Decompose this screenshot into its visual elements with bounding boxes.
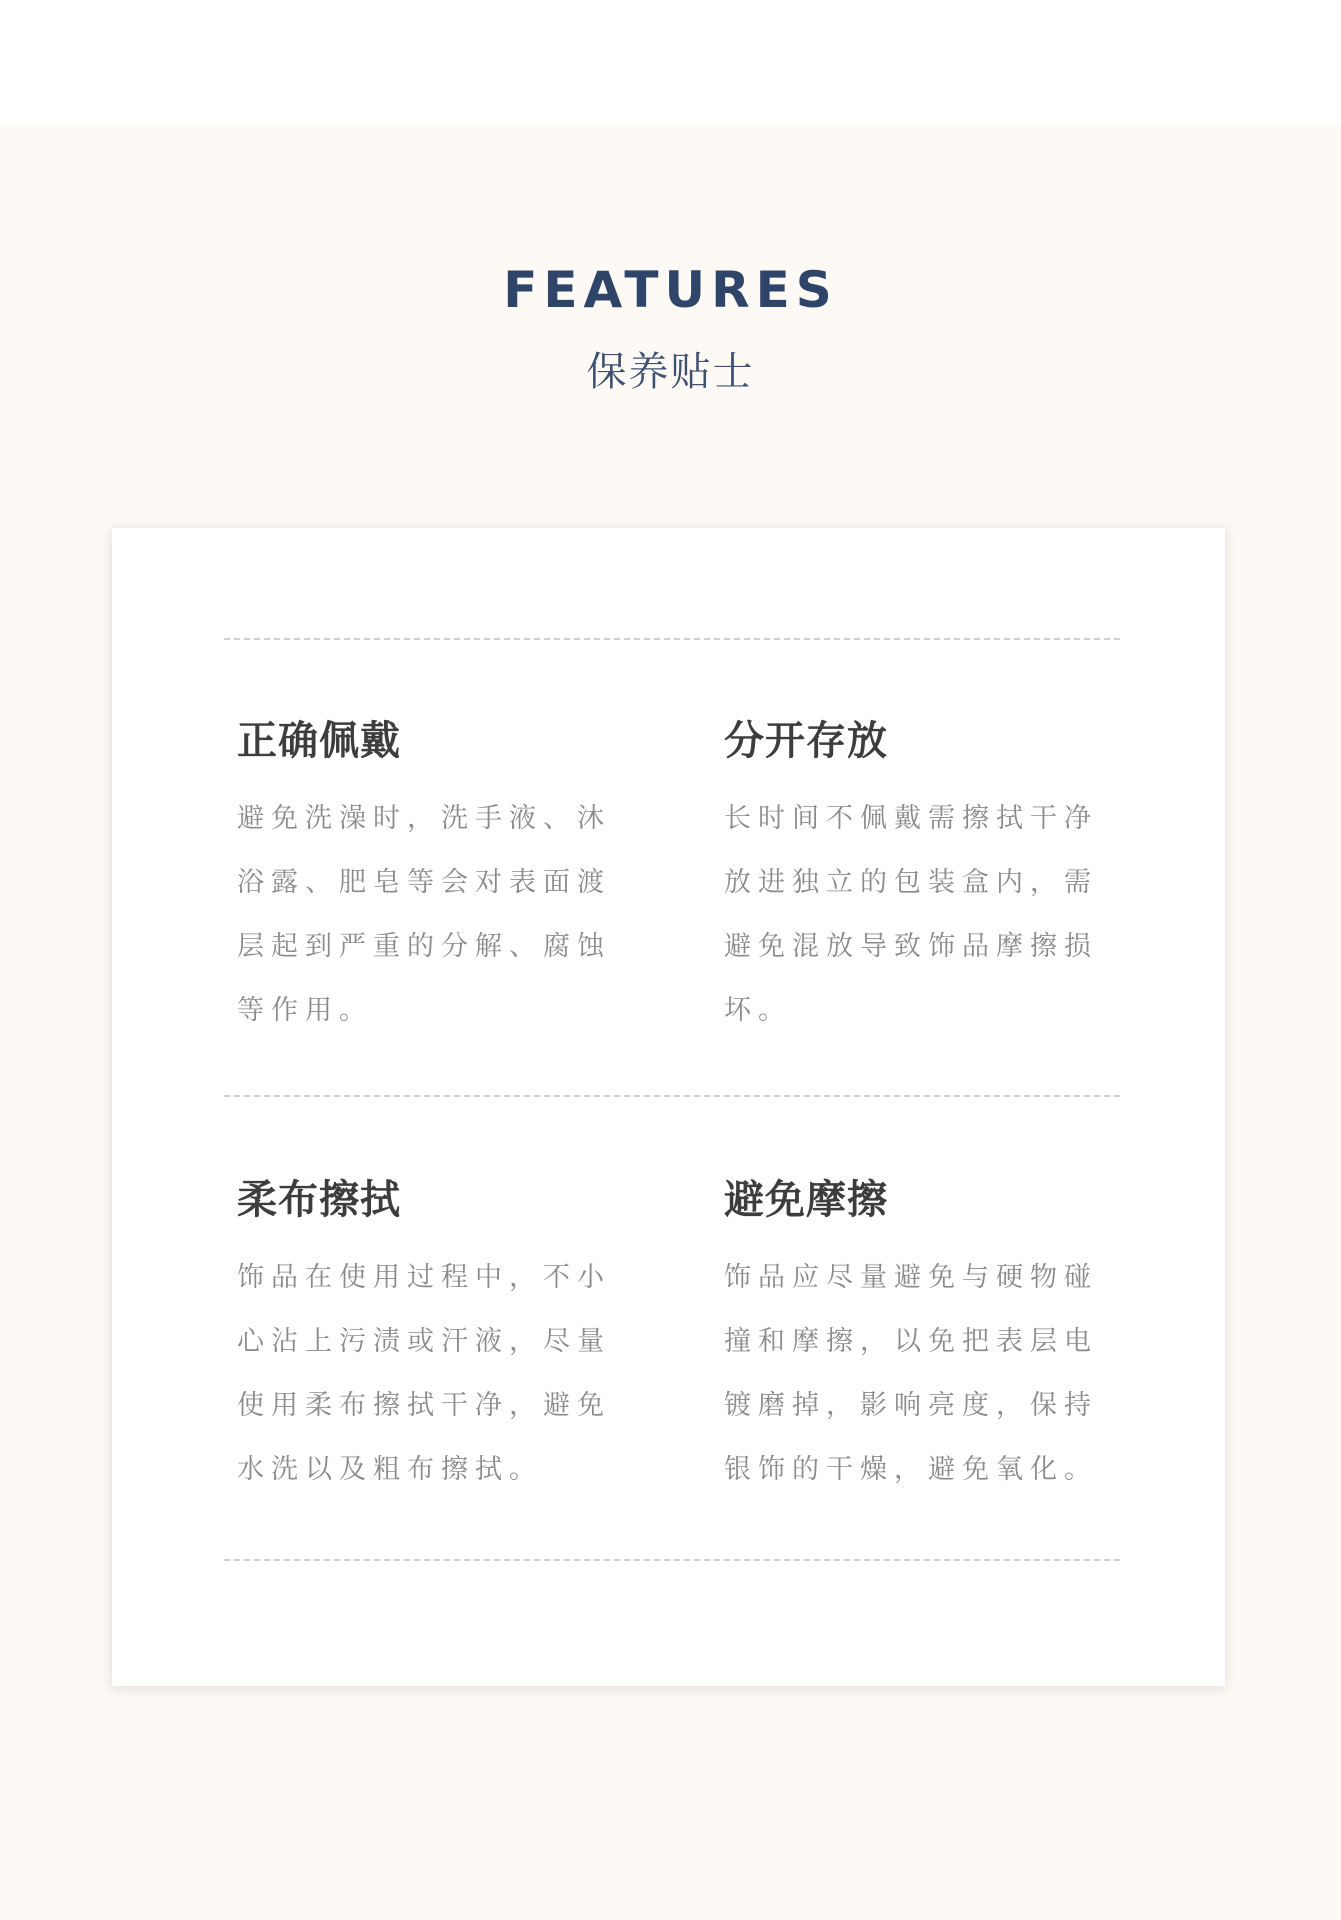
tip-line: 饰品在使用过程中，不小 (237, 1262, 611, 1293)
tip-title: 避免摩擦 (724, 1177, 888, 1223)
tip-title: 分开存放 (724, 718, 888, 764)
tip-line: 镀磨掉，影响亮度，保持 (724, 1390, 1098, 1421)
divider-middle (224, 1095, 1120, 1097)
tip-line: 长时间不佩戴需擦拭干净 (724, 803, 1098, 834)
tip-line: 层起到严重的分解、腐蚀 (237, 931, 611, 962)
tip-body (237, 1246, 637, 1502)
tip-line: 避免混放导致饰品摩擦损 (724, 931, 1098, 962)
tip-line: 放进独立的包装盒内，需 (724, 867, 1098, 898)
tip-body (237, 787, 637, 1043)
tips-card (112, 528, 1225, 1686)
tip-line: 使用柔布擦拭干净，避免 (237, 1390, 611, 1421)
tip-line: 撞和摩擦，以免把表层电 (724, 1326, 1098, 1357)
tip-line: 水洗以及粗布擦拭。 (237, 1454, 543, 1485)
tip-line: 饰品应尽量避免与硬物碰 (724, 1262, 1098, 1293)
tip-title: 正确佩戴 (237, 718, 401, 764)
tip-line: 等作用。 (237, 995, 373, 1026)
tip-line: 心沾上污渍或汗液，尽量 (237, 1326, 611, 1357)
divider-top (224, 638, 1120, 640)
features-heading: FEATURES (503, 261, 838, 319)
divider-bottom (224, 1559, 1120, 1561)
tip-block-wear (237, 718, 637, 1043)
tip-line: 银饰的干燥，避免氧化。 (724, 1454, 1098, 1485)
tip-block-store (724, 718, 1124, 1043)
tip-line: 浴露、肥皂等会对表面渡 (237, 867, 611, 898)
tip-block-wipe (237, 1177, 637, 1502)
tip-block-friction (724, 1177, 1124, 1502)
tip-body (724, 787, 1124, 1043)
care-tips-heading: 保养贴士 (586, 349, 755, 395)
tip-line: 坏。 (724, 995, 792, 1026)
tip-line: 避免洗澡时，洗手液、沐 (237, 803, 611, 834)
tip-title: 柔布擦拭 (237, 1177, 401, 1223)
top-band (0, 0, 1341, 126)
tip-body (724, 1246, 1124, 1502)
